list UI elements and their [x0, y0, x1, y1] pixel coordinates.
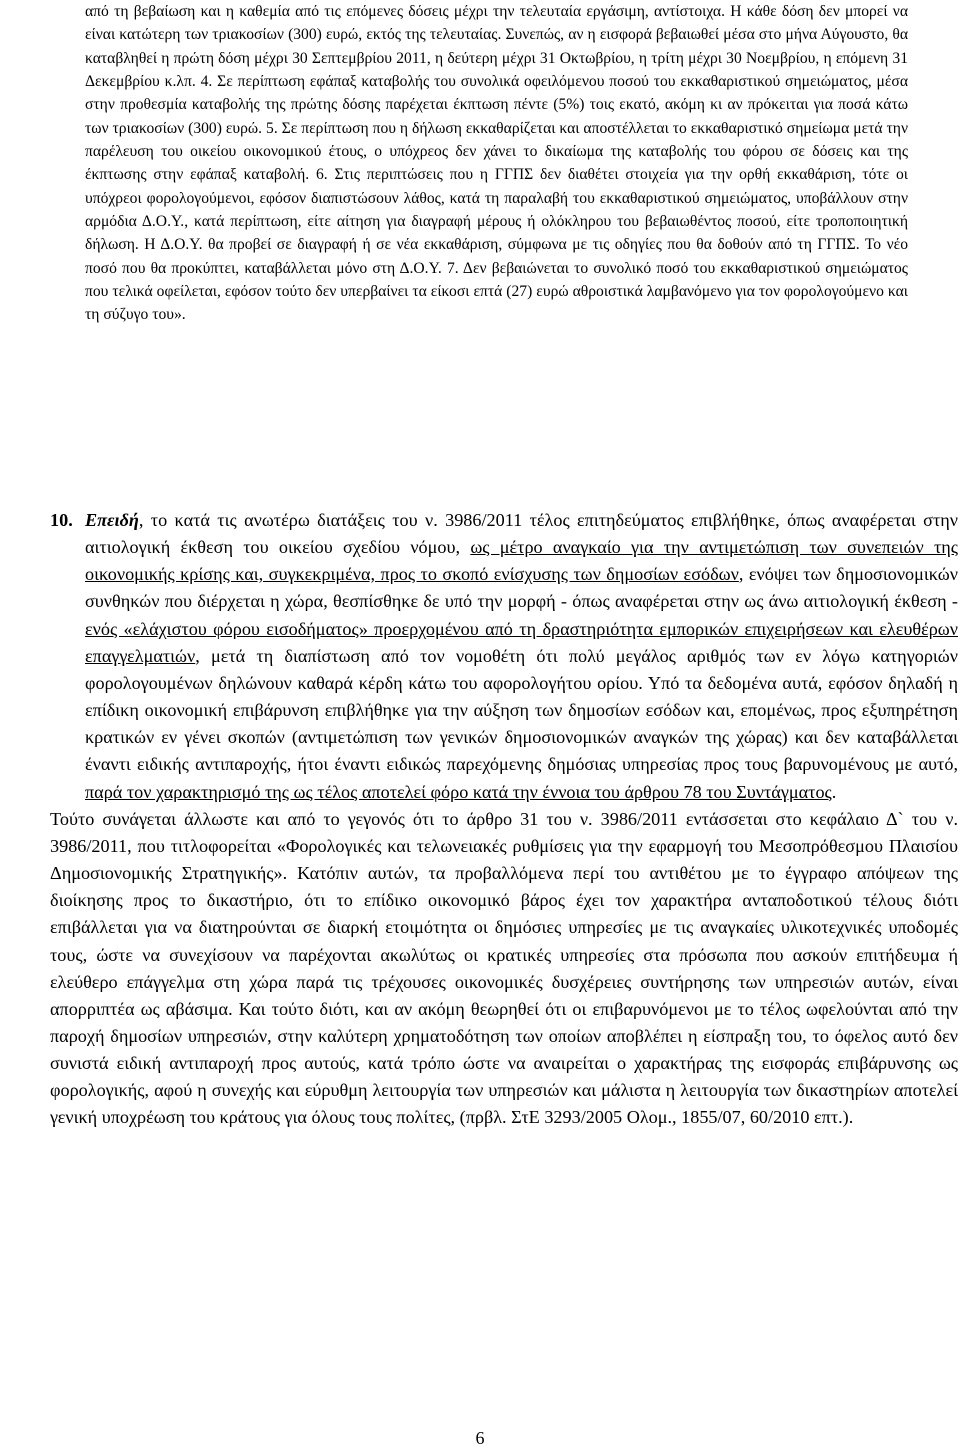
section-10 — [50, 507, 958, 1132]
section-text-1: , το κατά τις ανωτέρω διατάξεις του ν. 3986/2011 τέλος επιτηδεύματος επιβλήθηκε, όπως αναφέρεται στην αιτιολογική έκθεση του οικείου σχεδίου νόμου, — [85, 510, 958, 558]
quoted-provision-paragraph: από τη βεβαίωση και η καθεμία από τις επόμενες δόσεις μέχρι την τελευταία εργάσιμη, αντίστοιχα. Η κάθε δόση δεν μπορεί να είναι κατώτερη των τριακοσίων (300) ευρώ, εκτός της τελευταίας. Συνεπώς, αν η εισφορά βεβαιωθεί μέσα στο μήνα Αύγουστο, θα καταβληθεί η πρώτη δόση μέχρι 30 Σεπτεμβρίου 2011, η δεύτερη μέχρι 31 Οκτωβρίου, η τρίτη μέχρι 30 Νοεμβρίου, η επόμενη 31 Δεκεμβρίου κ.λπ. 4. Σε περίπτωση εφάπαξ καταβολής του συνολικά οφειλόμενου ποσού του εκκαθαριστικού σημειώματος, μέσα στην προθεσμία καταβολής της πρώτης δόσης παρέχεται έκπτωση πέντε (5%) τοις εκατό, ακόμη κι αν πρόκειται για ποσά κάτω των τριακοσίων (300) ευρώ. 5. Σε περίπτωση που η δήλωση εκκαθαρίζεται και αποστέλλεται το εκκαθαριστικό σημείωμα μετά την παρέλευση του οικείου οικονομικού έτους, ο υπόχρεος δεν χάνει το δικαίωμα της καταβολής του φόρου σε δόσεις και της έκπτωσης στην εφάπαξ καταβολή. 6. Στις περιπτώσεις που η ΓΓΠΣ δεν διαθέτει στοιχεία για την ορθή εκκαθάριση, τότε οι υπόχρεοι φορολογούμενοι, εφόσον διαπιστώσουν λάθος, κατά τη παραλαβή του εκκαθαριστικού σημειώματος, υποβάλλουν στην αρμόδια Δ.Ο.Υ., κατά περίπτωση, είτε αίτηση για διαγραφή μέρους ή ολόκληρου του βεβαιωθέντος ποσού, είτε τροποποιητική δήλωση. Η Δ.Ο.Υ. θα προβεί σε διαγραφή ή σε νέα εκκαθάριση, σύμφωνα με τις οδηγίες που θα δοθούν από τη ΓΓΠΣ. Το νέο ποσό που θα προκύπτει, καταβάλλεται μόνο στη Δ.Ο.Υ. 7. Δεν βεβαιώνεται το συνολικό ποσό του εκκαθαριστικού σημειώματος που τελικά οφείλεται, εφόσον τούτο δεν υπερβαίνει τα είκοσι επτά (27) ευρώ αθροιστικά λαμβανόμενο για τον φορολογούμενο και τη σύζυγο του». — [85, 3, 908, 324]
section-number: 10. — [50, 510, 73, 530]
lead-word: Επειδή — [85, 510, 139, 530]
page-number: 6 — [475, 1428, 485, 1448]
underlined-phrase-3: παρά τον χαρακτηρισμό της ως τέλος αποτελεί φόρο κατά την έννοια του άρθρου 78 του Συντάγματος — [85, 781, 832, 802]
underlined-phrase-1: ως μέτρο αναγκαίο για την αντιμετώπιση των συνεπειών της οικονομικής κρίσης και, συγκεκριμένα, προς το σκοπό ενίσχυσης των δημοσίων εσόδων — [85, 537, 959, 585]
section-text-2: , ενόψει των δημοσιονομικών συνθηκών που διέρχεται η χώρα, θεσπίσθηκε δε υπό την μορφή - όπως αναφέρεται στην ως άνω αιτιολογική έκθεση - — [85, 564, 958, 612]
continuation-paragraph: Τούτο συνάγεται άλλωστε και από το γεγονός ότι το άρθρο 31 του ν. 3986/2011 εντάσσεται στο κεφάλαιο Δ` του ν. 3986/2011, που τιτλοφορείται «Φορολογικές και τελωνειακές ρυθμίσεις για την εφαρμογή του Μεσοπρόθεσμου Πλαισίου Δημοσιονομικής Στρατηγικής». Κατόπιν αυτών, τα προβαλλόμενα περί του αντιθέτου με το έγγραφο απόψεων της διοίκησης προς το δικαστήριο, ότι το επίδικο οικονομικό βάρος έχει τον χαρακτήρα ανταποδοτικού τέλους διότι επιβάλλεται για να διατηρούνται σε διαρκή ετοιμότητα οι δημόσιες υπηρεσίες με τις αναγκαίες υλικοτεχνικές υποδομές τους, ώστε να συνεχίσουν να παρέχονται ακωλύτως οι κρατικές υπηρεσίες στα πρόσωπα που ασκούν επιτήδευμα ή ελεύθερο επάγγελμα στη χώρα παρά τις τρέχουσες οικονομικές δυσχέρειες συντήρησης των υπηρεσιών αυτών, είναι απορριπτέα ως αβάσιμα. Και τούτο διότι, και αν ακόμη θεωρηθεί ότι οι επιβαρυνόμενοι με το τέλος ωφελούνται από την παροχή δημοσίων υπηρεσιών, στην καλύτερη χρηματοδότηση των οποίων αποβλέπει η είσπραξη του, το όφελος αυτό δεν συνιστά ειδική αντιπαροχή προς αυτούς, κατά τρόπο ώστε να αναιρείται ο χαρακτήρας της εισφοράς επιβάρυνσης ως φορολογικής, αφού η συνεχής και εύρυθμη λειτουργία των υπηρεσιών και μάλιστα η λειτουργία των δικαστηρίων αποτελεί γενική υποχρέωση του κράτους για όλους τους πολίτες, (πρβλ. ΣτΕ 3293/2005 Ολομ., 1855/07, 60/2010 επτ.). — [50, 808, 958, 1128]
section-text-3: , μετά τη διαπίστωση από τον νομοθέτη ότι πολύ μεγάλος αριθμός των εν λόγω κατηγοριών φορολογουμένων δηλώνουν καθαρά κέρδη κάτω του αφορολογήτου ορίου. Υπό τα δεδομένα αυτά, εφόσον δηλαδή η επίδικη οικονομική επιβάρυνση επιβλήθηκε για την αύξηση των δημοσίων εσόδων και, επομένως, προς εξυπηρέτηση κρατικών εν γένει σκοπών (αντιμετώπιση των γενικών δημοσιονομικών αναγκών της χώρας) και δεν καταβάλλεται έναντι ειδικής αντιπαροχής, ήτοι έναντι ειδικώς παρεχόμενης δημόσιας υπηρεσίας προς τους βαρυνομένους με αυτό, — [85, 645, 958, 775]
section-10-paragraph — [50, 507, 959, 806]
underlined-phrase-2: ενός «ελάχιστου φόρου εισοδήματος» προερχομένου από τη δραστηριότητα εμπορικών επιχειρήσεων και ελευθέρων επαγγελματιών — [85, 618, 958, 666]
section-text-4: . — [831, 781, 837, 802]
